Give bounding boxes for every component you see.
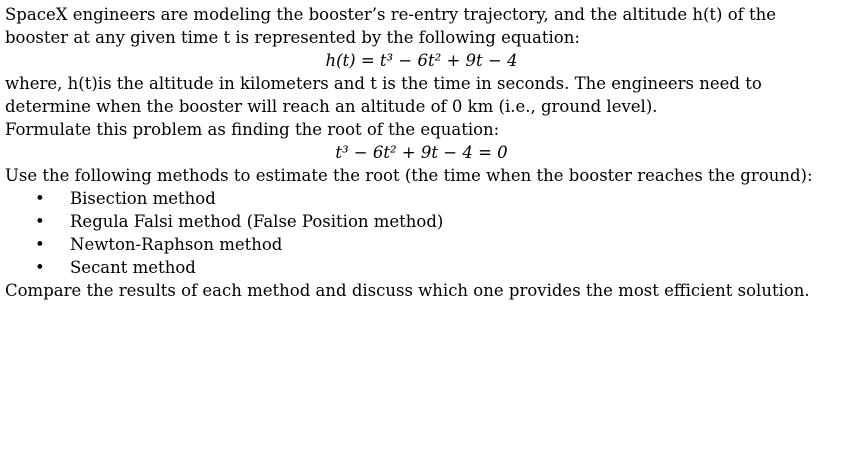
intro-paragraph: SpaceX engineers are modeling the booster’s re-entry trajectory, and the altitude h(t) of the booster at any given time t is represented by the following equation: <box>5 5 777 47</box>
method-label: Newton-Raphson method <box>70 235 283 254</box>
methods-intro-paragraph: Use the following methods to estimate the root (the time when the booster reaches the ground): <box>5 166 813 185</box>
list-item <box>35 233 838 256</box>
variables-paragraph: where, h(t)is the altitude in kilometers and t is the time in seconds. The engineers need to determine when the booster will reach an altitude of 0 km (i.e., ground level). <box>5 74 762 116</box>
method-label: Bisection method <box>70 189 216 208</box>
altitude-equation: h(t) = t³ − 6t² + 9t − 4 <box>325 51 518 70</box>
bullet-icon: • <box>35 235 45 254</box>
formulation-paragraph: Formulate this problem as finding the root of the equation: <box>5 120 500 139</box>
methods-list <box>5 187 838 279</box>
list-item <box>35 210 838 233</box>
root-equation: t³ − 6t² + 9t − 4 = 0 <box>335 143 508 162</box>
list-item <box>35 187 838 210</box>
comparison-paragraph: Compare the results of each method and discuss which one provides the most efficient solution. <box>5 281 810 300</box>
bullet-icon: • <box>35 189 45 208</box>
bullet-icon: • <box>35 258 45 277</box>
method-label: Regula Falsi method (False Position method) <box>70 212 444 231</box>
bullet-icon: • <box>35 212 45 231</box>
method-label: Secant method <box>70 258 196 277</box>
list-item <box>35 256 838 279</box>
